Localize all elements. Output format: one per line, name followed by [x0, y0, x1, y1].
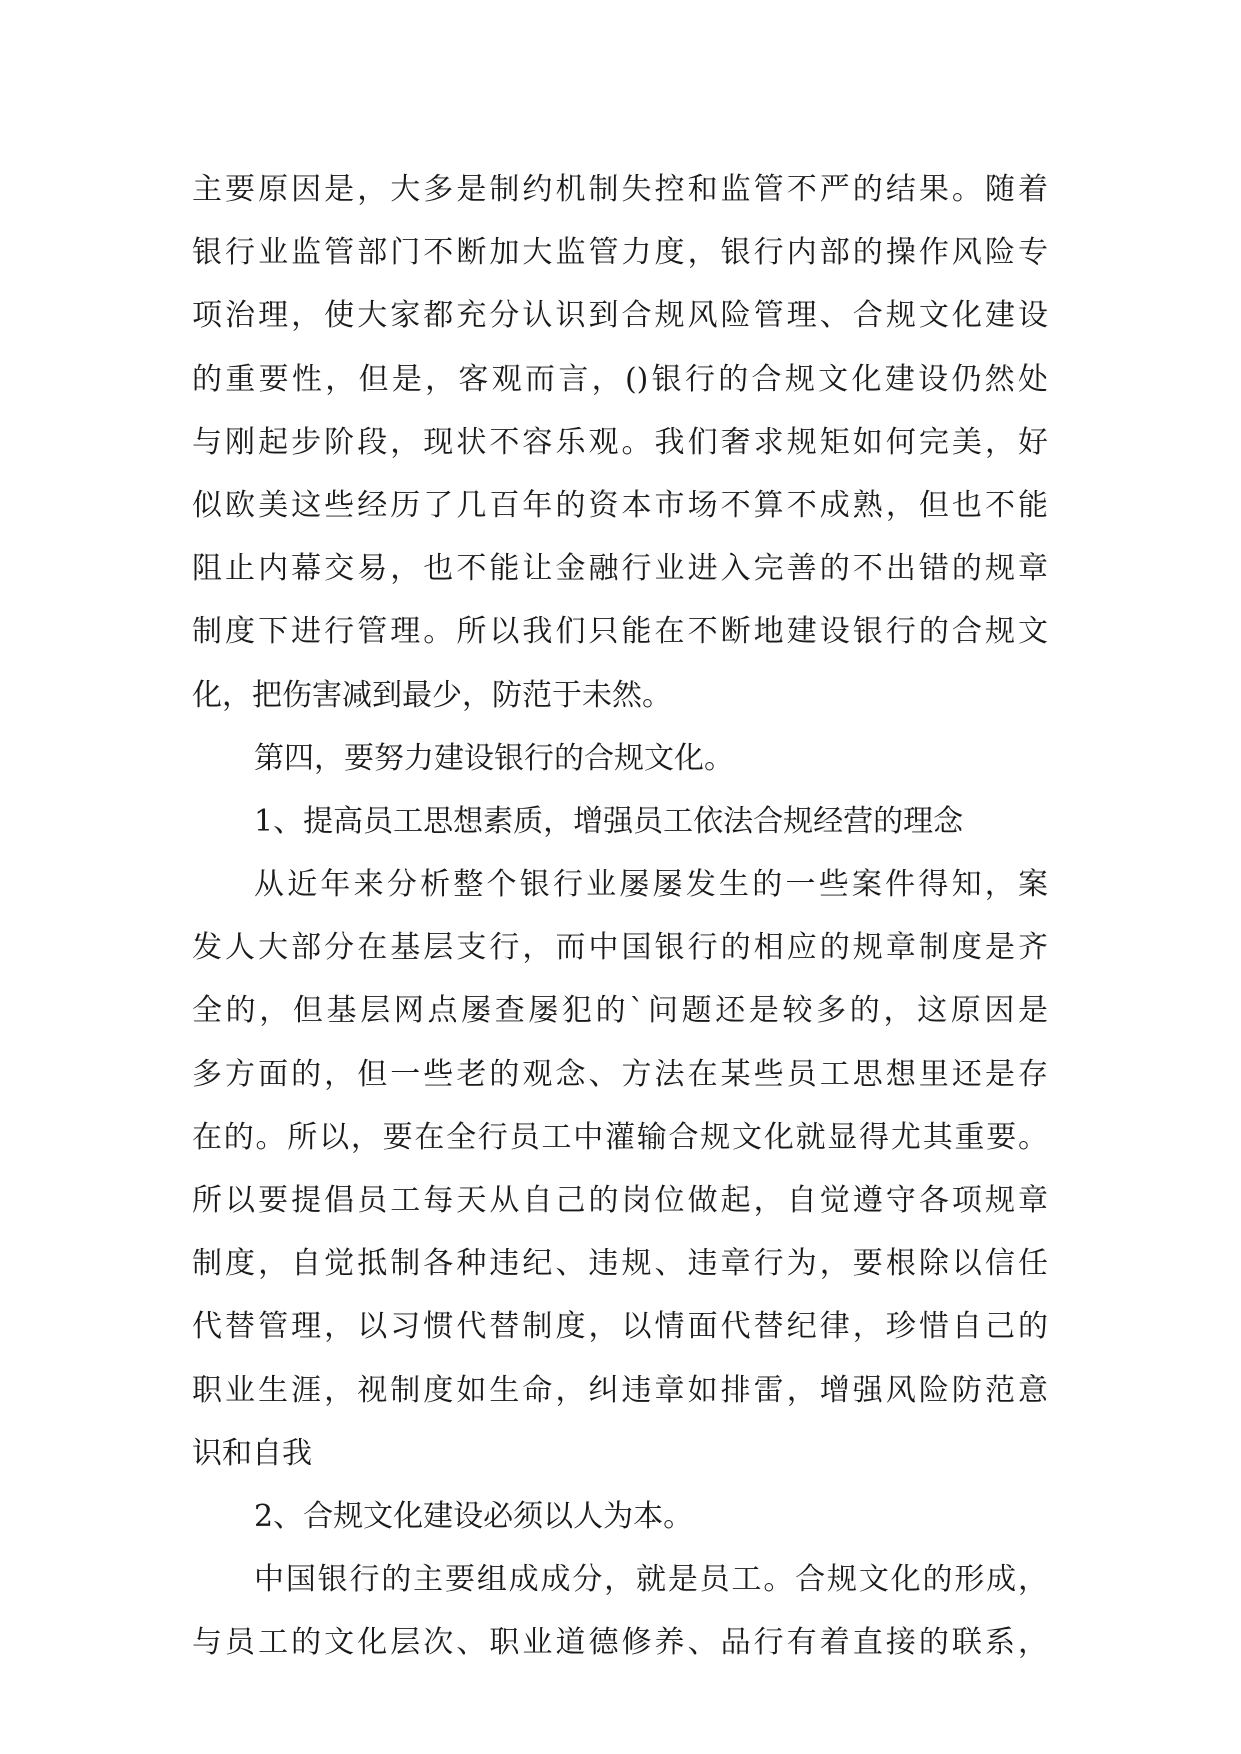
text-line: 化，把伤害减到最少，防范于未然。 — [192, 677, 672, 713]
text-line: 全的，但基层网点屡查屡犯的`问题还是较多的，这原因是 — [192, 993, 1048, 1029]
text-line: 职业生涯，视制度如生命，纠违章如排雷，增强风险防范意 — [192, 1372, 1048, 1408]
text-line: 发人大部分在基层支行，而中国银行的相应的规章制度是齐 — [192, 930, 1048, 966]
text-line: 阻止内幕交易，也不能让金融行业进入完善的不出错的规章 — [192, 551, 1048, 587]
document-body — [192, 158, 1048, 1675]
text-line: 制度，自觉抵制各种违纪、违规、违章行为，要根除以信任 — [192, 1246, 1048, 1282]
text-line: 从近年来分析整个银行业屡屡发生的一些案件得知，案 — [254, 867, 1048, 903]
text-line: 制度下进行管理。所以我们只能在不断地建设银行的合规文 — [192, 614, 1048, 650]
subsection-heading: 1、提高员工思想素质，增强员工依法合规经营的理念 — [254, 803, 964, 839]
text-line: 代替管理，以习惯代替制度，以情面代替纪律，珍惜自己的 — [192, 1309, 1048, 1345]
text-line: 中国银行的主要组成成分，就是员工。合规文化的形成， — [254, 1562, 1048, 1598]
text-line: 所以要提倡员工每天从自己的岗位做起，自觉遵守各项规章 — [192, 1183, 1048, 1218]
text-line: 的重要性，但是，客观而言，()银行的合规文化建设仍然处 — [192, 361, 1048, 397]
subsection-heading: 2、合规文化建设必须以人为本。 — [254, 1498, 694, 1534]
text-line: 与刚起步阶段，现状不容乐观。我们奢求规矩如何完美，好 — [192, 424, 1048, 460]
text-line: 在的。所以，要在全行员工中灌输合规文化就显得尤其重要。 — [192, 1119, 1048, 1155]
text-line: 与员工的文化层次、职业道德修养、品行有着直接的联系， — [192, 1625, 1048, 1661]
text-line: 主要原因是，大多是制约机制失控和监管不严的结果。随着 — [192, 172, 1048, 207]
text-line: 似欧美这些经历了几百年的资本市场不算不成熟，但也不能 — [192, 487, 1048, 523]
text-line: 银行业监管部门不断加大监管力度，银行内部的操作风险专 — [192, 235, 1048, 271]
text-line: 识和自我 — [192, 1435, 312, 1471]
text-line: 项治理，使大家都充分认识到合规风险管理、合规文化建设 — [192, 298, 1048, 334]
text-line: 多方面的，但一些老的观念、方法在某些员工思想里还是存 — [192, 1056, 1048, 1092]
section-heading: 第四，要努力建设银行的合规文化。 — [254, 740, 734, 776]
